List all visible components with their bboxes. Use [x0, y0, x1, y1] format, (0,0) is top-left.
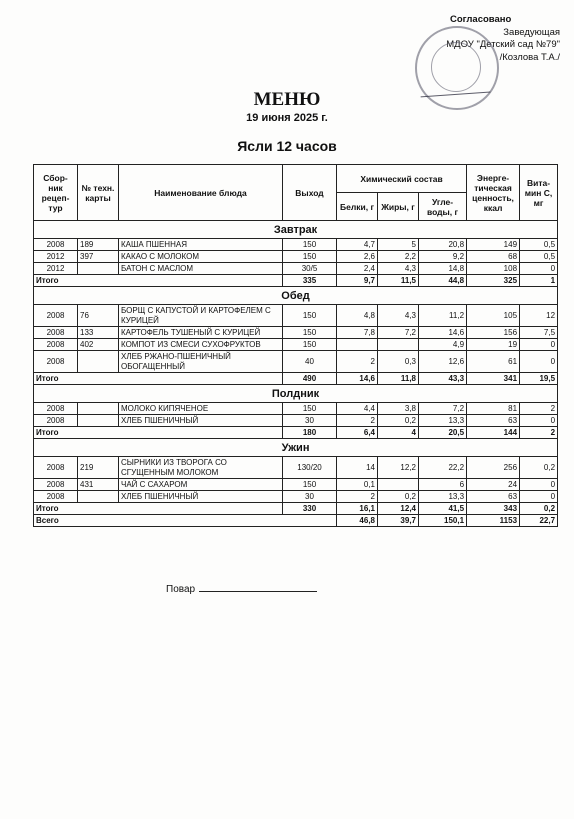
grand-total-f: 39,7	[378, 515, 419, 527]
card-number-cell: 76	[78, 305, 119, 327]
cook-signature-line	[166, 581, 317, 595]
recipe-book-cell: 2008	[34, 239, 78, 251]
dish-name-cell: ХЛЕБ ПШЕНИЧНЫЙ	[119, 491, 283, 503]
recipe-book-cell: 2008	[34, 415, 78, 427]
dish-name-cell: БОРЩ С КАПУСТОЙ И КАРТОФЕЛЕМ С КУРИЦЕЙ	[119, 305, 283, 327]
vitamin-cell: 0	[520, 351, 558, 373]
fat-cell: 0,2	[378, 415, 419, 427]
dish-name-cell: ЧАЙ С САХАРОМ	[119, 479, 283, 491]
output-cell: 150	[283, 327, 337, 339]
total-f: 12,4	[378, 503, 419, 515]
total-label: Итого	[34, 427, 283, 439]
fat-cell: 0,2	[378, 491, 419, 503]
protein-cell: 2,6	[337, 251, 378, 263]
fat-cell: 4,3	[378, 305, 419, 327]
protein-cell: 2	[337, 491, 378, 503]
signature-blank	[199, 581, 317, 592]
total-e: 341	[467, 373, 520, 385]
section-title: Полдник	[34, 385, 558, 403]
total-e: 325	[467, 275, 520, 287]
card-number-cell: 219	[78, 457, 119, 479]
total-row	[34, 503, 558, 515]
col-output: Выход	[283, 165, 337, 221]
card-number-cell	[78, 491, 119, 503]
col-fat: Жиры, г	[378, 193, 419, 221]
dish-name-cell: КОМПОТ ИЗ СМЕСИ СУХОФРУКТОВ	[119, 339, 283, 351]
recipe-book-cell: 2012	[34, 251, 78, 263]
table-row	[34, 239, 558, 251]
protein-cell: 4,7	[337, 239, 378, 251]
vitamin-cell: 0	[520, 479, 558, 491]
fat-cell: 2,2	[378, 251, 419, 263]
total-output: 330	[283, 503, 337, 515]
carbs-cell: 22,2	[419, 457, 467, 479]
recipe-book-cell: 2008	[34, 327, 78, 339]
recipe-book-cell: 2008	[34, 479, 78, 491]
col-carbs: Угле-воды, г	[419, 193, 467, 221]
dish-name-cell: КАКАО С МОЛОКОМ	[119, 251, 283, 263]
energy-cell: 19	[467, 339, 520, 351]
table-row	[34, 351, 558, 373]
total-v: 2	[520, 427, 558, 439]
carbs-cell: 13,3	[419, 415, 467, 427]
recipe-book-cell: 2008	[34, 351, 78, 373]
energy-cell: 24	[467, 479, 520, 491]
dish-name-cell: БАТОН С МАСЛОМ	[119, 263, 283, 275]
output-cell: 30/5	[283, 263, 337, 275]
card-number-cell	[78, 403, 119, 415]
menu-date: 19 июня 2025 г.	[246, 112, 328, 124]
total-c: 44,8	[419, 275, 467, 287]
col-recipe: Сбор-ник рецеп-тур	[34, 165, 78, 221]
col-protein: Белки, г	[337, 193, 378, 221]
card-number-cell	[78, 351, 119, 373]
carbs-cell: 13,3	[419, 491, 467, 503]
energy-cell: 81	[467, 403, 520, 415]
total-label: Итого	[34, 503, 283, 515]
vitamin-cell: 0	[520, 263, 558, 275]
card-number-cell: 397	[78, 251, 119, 263]
section-row	[34, 287, 558, 305]
grand-total-p: 46,8	[337, 515, 378, 527]
fat-cell	[378, 479, 419, 491]
total-v: 1	[520, 275, 558, 287]
total-f: 11,5	[378, 275, 419, 287]
protein-cell: 14	[337, 457, 378, 479]
fat-cell	[378, 339, 419, 351]
recipe-book-cell: 2008	[34, 403, 78, 415]
carbs-cell: 6	[419, 479, 467, 491]
total-p: 16,1	[337, 503, 378, 515]
cook-label: Повар	[166, 584, 196, 595]
table-row	[34, 457, 558, 479]
carbs-cell: 12,6	[419, 351, 467, 373]
carbs-cell: 9,2	[419, 251, 467, 263]
protein-cell: 2	[337, 351, 378, 373]
group-name: Ясли 12 часов	[237, 138, 337, 154]
col-chem: Химический состав	[337, 165, 467, 193]
table-row	[34, 403, 558, 415]
fat-cell: 5	[378, 239, 419, 251]
protein-cell: 0,1	[337, 479, 378, 491]
energy-cell: 63	[467, 491, 520, 503]
total-output: 335	[283, 275, 337, 287]
total-label: Итого	[34, 373, 283, 385]
fat-cell: 12,2	[378, 457, 419, 479]
section-row	[34, 439, 558, 457]
recipe-book-cell: 2008	[34, 305, 78, 327]
recipe-book-cell: 2008	[34, 339, 78, 351]
total-output: 490	[283, 373, 337, 385]
energy-cell: 63	[467, 415, 520, 427]
dish-name-cell: КАРТОФЕЛЬ ТУШЕНЫЙ С КУРИЦЕЙ	[119, 327, 283, 339]
card-number-cell: 133	[78, 327, 119, 339]
section-row	[34, 221, 558, 239]
total-label: Итого	[34, 275, 283, 287]
protein-cell	[337, 339, 378, 351]
dish-name-cell: ХЛЕБ ПШЕНИЧНЫЙ	[119, 415, 283, 427]
grand-total-e: 1153	[467, 515, 520, 527]
col-card: № техн. карты	[78, 165, 119, 221]
card-number-cell: 189	[78, 239, 119, 251]
col-energy: Энерге-тическая ценность, ккал	[467, 165, 520, 221]
page-title: МЕНЮ	[253, 89, 321, 110]
protein-cell: 2,4	[337, 263, 378, 275]
vitamin-cell: 0	[520, 339, 558, 351]
output-cell: 150	[283, 403, 337, 415]
energy-cell: 68	[467, 251, 520, 263]
dish-name-cell: КАША ПШЕННАЯ	[119, 239, 283, 251]
dish-name-cell: СЫРНИКИ ИЗ ТВОРОГА СО СГУЩЕННЫМ МОЛОКОМ	[119, 457, 283, 479]
grand-total-label: Всего	[34, 515, 337, 527]
approval-title: Согласовано	[450, 14, 512, 25]
energy-cell: 149	[467, 239, 520, 251]
energy-cell: 108	[467, 263, 520, 275]
table-row	[34, 479, 558, 491]
approval-org: МДОУ "Детский сад №79"	[446, 39, 560, 50]
carbs-cell: 4,9	[419, 339, 467, 351]
carbs-cell: 11,2	[419, 305, 467, 327]
protein-cell: 2	[337, 415, 378, 427]
total-p: 6,4	[337, 427, 378, 439]
energy-cell: 156	[467, 327, 520, 339]
card-number-cell: 431	[78, 479, 119, 491]
output-cell: 30	[283, 491, 337, 503]
energy-cell: 105	[467, 305, 520, 327]
total-e: 144	[467, 427, 520, 439]
total-f: 4	[378, 427, 419, 439]
approval-position: Заведующая	[503, 26, 560, 38]
total-v: 19,5	[520, 373, 558, 385]
table-row	[34, 263, 558, 275]
carbs-cell: 20,8	[419, 239, 467, 251]
table-row	[34, 415, 558, 427]
grand-total-v: 22,7	[520, 515, 558, 527]
menu-table	[33, 164, 558, 527]
table-row	[34, 251, 558, 263]
table-row	[34, 305, 558, 327]
table-row	[34, 491, 558, 503]
protein-cell: 4,8	[337, 305, 378, 327]
vitamin-cell: 0,5	[520, 239, 558, 251]
col-vitamin: Вита-мин С, мг	[520, 165, 558, 221]
output-cell: 150	[283, 479, 337, 491]
vitamin-cell: 0	[520, 491, 558, 503]
vitamin-cell: 0	[520, 415, 558, 427]
total-output: 180	[283, 427, 337, 439]
section-row	[34, 385, 558, 403]
table-row	[34, 339, 558, 351]
output-cell: 150	[283, 339, 337, 351]
card-number-cell	[78, 415, 119, 427]
total-f: 11,8	[378, 373, 419, 385]
section-title: Ужин	[34, 439, 558, 457]
fat-cell: 3,8	[378, 403, 419, 415]
vitamin-cell: 7,5	[520, 327, 558, 339]
fat-cell: 4,3	[378, 263, 419, 275]
grand-total-row	[34, 515, 558, 527]
card-number-cell: 402	[78, 339, 119, 351]
section-title: Завтрак	[34, 221, 558, 239]
vitamin-cell: 0,5	[520, 251, 558, 263]
output-cell: 150	[283, 239, 337, 251]
approval-name: /Козлова Т.А./	[499, 51, 560, 63]
carbs-cell: 7,2	[419, 403, 467, 415]
recipe-book-cell: 2012	[34, 263, 78, 275]
output-cell: 150	[283, 251, 337, 263]
energy-cell: 256	[467, 457, 520, 479]
vitamin-cell: 2	[520, 403, 558, 415]
total-row	[34, 373, 558, 385]
total-row	[34, 275, 558, 287]
vitamin-cell: 12	[520, 305, 558, 327]
grand-total-c: 150,1	[419, 515, 467, 527]
output-cell: 150	[283, 305, 337, 327]
total-p: 9,7	[337, 275, 378, 287]
vitamin-cell: 0,2	[520, 457, 558, 479]
carbs-cell: 14,8	[419, 263, 467, 275]
fat-cell: 7,2	[378, 327, 419, 339]
total-c: 41,5	[419, 503, 467, 515]
output-cell: 30	[283, 415, 337, 427]
total-v: 0,2	[520, 503, 558, 515]
fat-cell: 0,3	[378, 351, 419, 373]
total-c: 43,3	[419, 373, 467, 385]
recipe-book-cell: 2008	[34, 457, 78, 479]
output-cell: 130/20	[283, 457, 337, 479]
dish-name-cell: ХЛЕБ РЖАНО-ПШЕНИЧНЫЙ ОБОГАЩЕННЫЙ	[119, 351, 283, 373]
total-c: 20,5	[419, 427, 467, 439]
carbs-cell: 14,6	[419, 327, 467, 339]
recipe-book-cell: 2008	[34, 491, 78, 503]
protein-cell: 7,8	[337, 327, 378, 339]
card-number-cell	[78, 263, 119, 275]
section-title: Обед	[34, 287, 558, 305]
total-e: 343	[467, 503, 520, 515]
output-cell: 40	[283, 351, 337, 373]
table-row	[34, 327, 558, 339]
total-p: 14,6	[337, 373, 378, 385]
total-row	[34, 427, 558, 439]
dish-name-cell: МОЛОКО КИПЯЧЕНОЕ	[119, 403, 283, 415]
energy-cell: 61	[467, 351, 520, 373]
protein-cell: 4,4	[337, 403, 378, 415]
col-dish: Наименование блюда	[119, 165, 283, 221]
